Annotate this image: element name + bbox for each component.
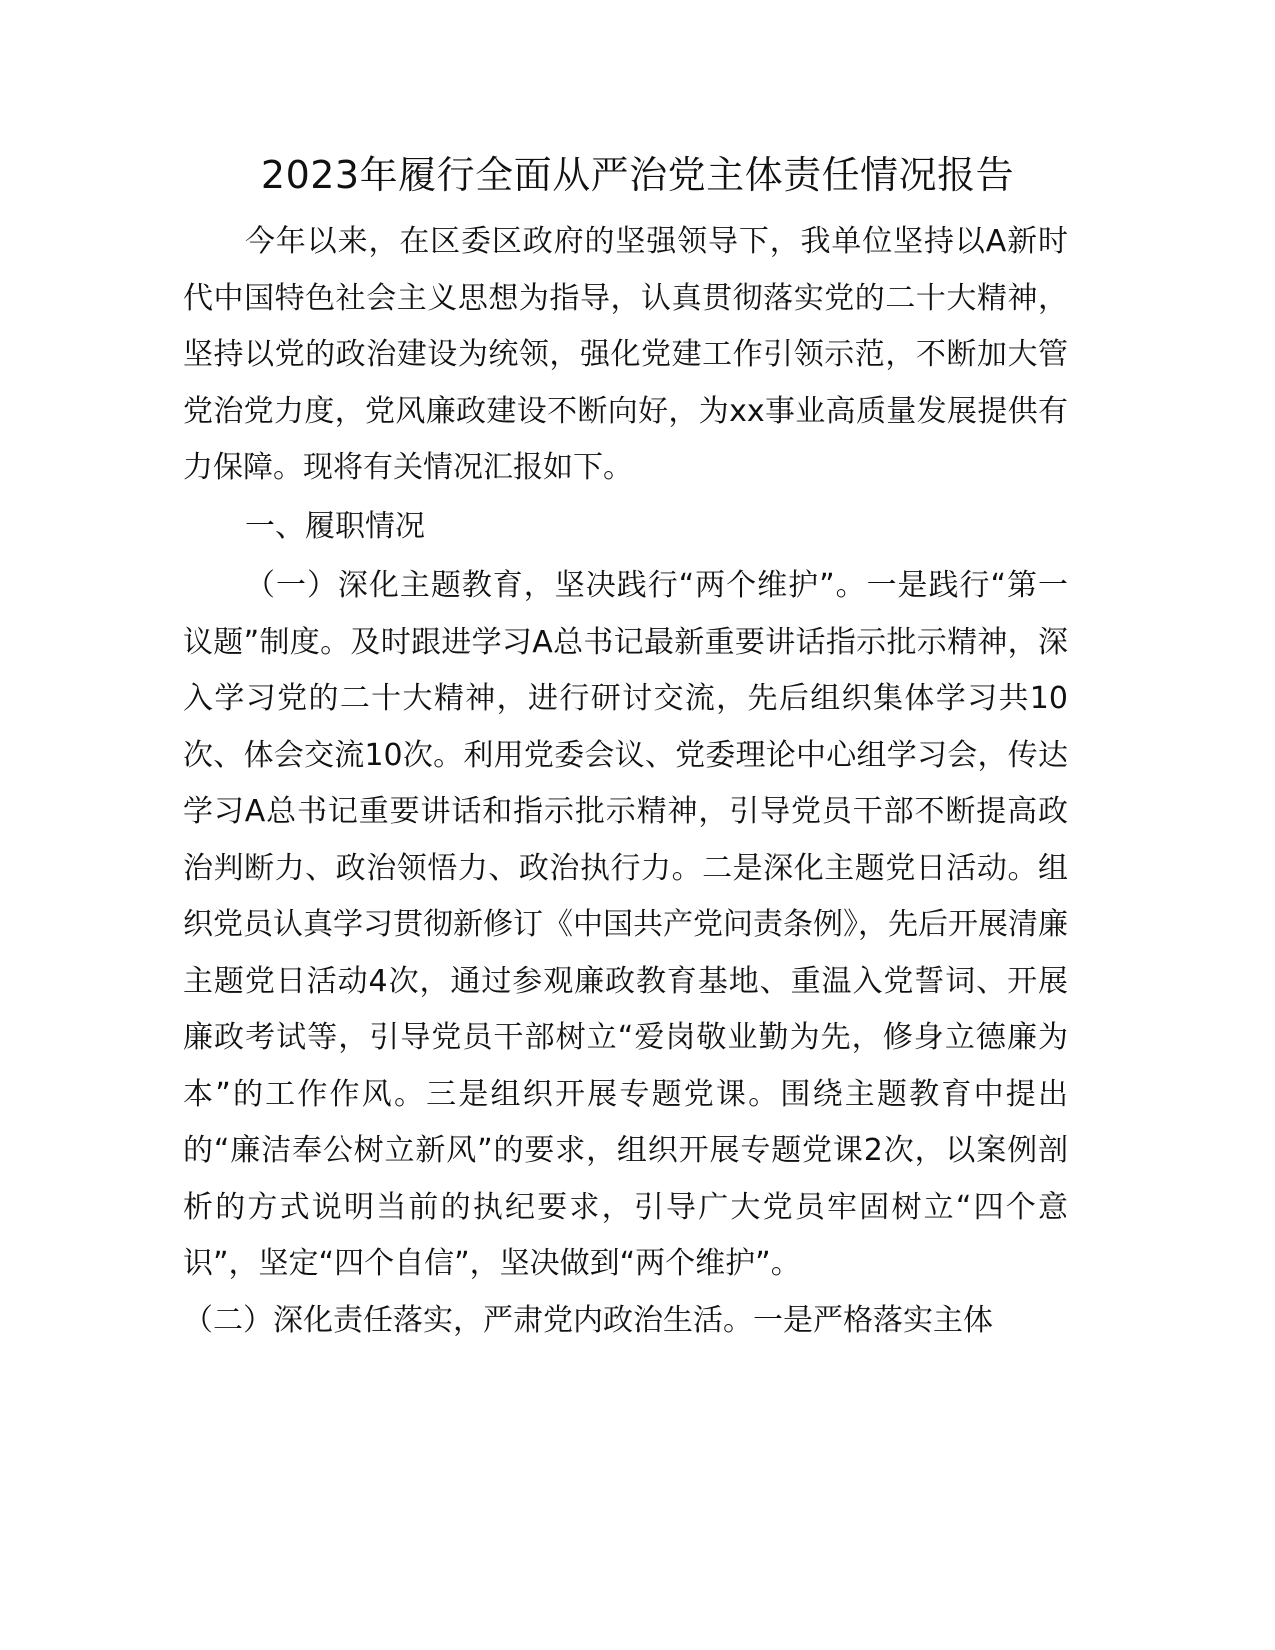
section-paragraph: （二）深化责任落实，严肃党内政治生活。一是严格落实主体 xyxy=(183,1302,993,1338)
document-title: 2023年履行全面从严治党主体责任情况报告 xyxy=(260,153,1015,197)
section-heading: 一、履职情况 xyxy=(245,508,425,544)
document-body xyxy=(183,214,1068,1349)
intro-paragraph: 今年以来，在区委区政府的坚强领导下，我单位坚持以A新时代中国特色社会主义思想为指导，认真贯彻落实党的二十大精神，坚持以党的政治建设为统领，强化党建工作引领示范，不断加大管党治党力度，党风廉政建设不断向好，为xx事业高质量发展提供有力保障。现将有关情况汇报如下。 xyxy=(183,224,1068,485)
section-paragraph: （一）深化主题教育，坚决践行“两个维护”。一是践行“第一议题”制度。及时跟进学习A总书记最新重要讲话指示批示精神，深入学习党的二十大精神，进行研讨交流，先后组织集体学习共10次、体会交流10次。利用党委会议、党委理论中心组学习会，传达学习A总书记重要讲话和指示批示精神，引导党员干部不断提高政治判断力、政治领悟力、政治执行力。二是深化主题党日活动。组织党员认真学习贯彻新修订《中国共产党问责条例》，先后开展清廉主题党日活动4次，通过参观廉政教育基地、重温入党誓词、开展廉政考试等，引导党员干部树立“爱岗敬业勤为先，修身立德廉为本”的工作作风。三是组织开展专题党课。围绕主题教育中提出的“廉洁奉公树立新风”的要求，组织开展专题党课2次，以案例剖析的方式说明当前的执纪要求，引导广大党员牢固树立“四个意识”，坚定“四个自信”，坚决做到“两个维护”。 xyxy=(183,568,1068,1281)
